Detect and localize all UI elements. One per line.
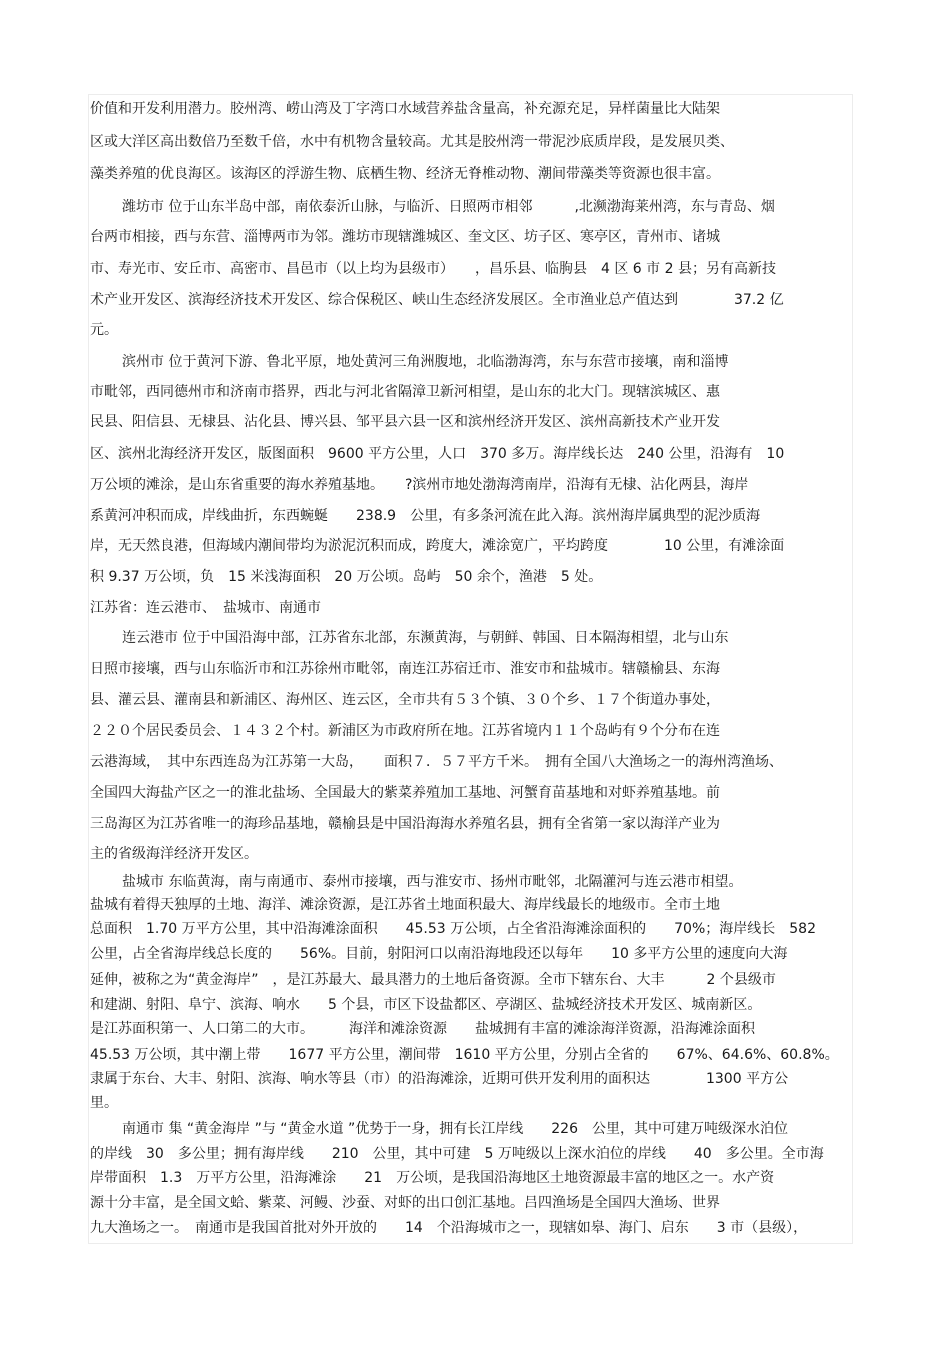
paragraph-yancheng: 盐城市 东临黄海，南与南通市、泰州市接壤，西与淮安市、扬州市毗邻，北隔灌河与连云港市相望。 [122,874,743,890]
text-line: 价值和开发利用潜力。胶州湾、崂山湾及丁字湾口水域营养盐含量高，补充源充足，异样菌量比大陆架 [90,101,720,117]
text-line: 隶属于东台、大丰、射阳、滨海、响水等县（市）的沿海滩涂，近期可供开发利用的面积达 1300 平方公 [90,1071,789,1087]
paragraph-weifang: 潍坊市 位于山东半岛中部，南依泰沂山脉，与临沂、日照两市相邻 ,北濒渤海莱州湾，东与青岛、烟 [122,199,775,215]
text-line: 区、滨州北海经济开发区，版图面积 9600 平方公里，人口 370 多万。海岸线长达 240 公里，沿海有 10 [90,446,785,462]
text-line: 三岛海区为江苏省唯一的海珍品基地，赣榆县是中国沿海海水养殖名县，拥有全省第一家以海洋产业为 [90,816,720,832]
paragraph-lianyungang: 连云港市 位于中国沿海中部，江苏省东北部，东濒黄海，与朝鲜、韩国、日本隔海相望，北与山东 [122,630,729,646]
paragraph-nantong: 南通市 集 “黄金海岸 ”与 “黄金水道 ”优势于一身，拥有长江岸线 226 公里，其中可建万吨级深水泊位 [122,1121,788,1137]
text-line: 延伸，被称之为“黄金海岸” ，是江苏最大、最具潜力的土地后备资源。全市下辖东台、大丰 2 个县级市 [90,972,776,988]
paragraph-binzhou: 滨州市 位于黄河下游、鲁北平原，地处黄河三角洲腹地，北临渤海湾，东与东营市接壤，南和淄博 [122,354,729,370]
text-line: 云港海域， 其中东西连岛为江苏第一大岛， 面积７．５７平方千米。 拥有全国八大渔场之一的海州湾渔场、 [90,754,783,770]
text-line: 日照市接壤，西与山东临沂市和江苏徐州市毗邻，南连江苏宿迁市、淮安市和盐城市。辖赣榆县、东海 [90,661,720,677]
text-line: 45.53 万公顷，其中潮上带 1677 平方公里，潮间带 1610 平方公里，分别占全省的 67%、64.6%、60.8%。 [90,1047,839,1063]
text-line: 和建湖、射阳、阜宁、滨海、响水 5 个县，市区下设盐都区、亭湖区、盐城经济技术开发区、城南新区。 [90,997,762,1013]
text-line: 岸，无天然良港，但海域内潮间带均为淤泥沉积而成，跨度大，滩涂宽广，平均跨度 10 公里，有滩涂面 [90,538,785,554]
text-line: 积 9.37 万公顷，负 15 米浅海面积 20 万公顷。岛屿 50 余个，渔港 5 处。 [90,569,603,585]
text-line: 源十分丰富，是全国文蛤、紫菜、河鳗、沙蚕、对虾的出口创汇基地。吕四渔场是全国四大渔场、世界 [90,1195,720,1211]
text-line: ２２０个居民委员会、１４３２个村。新浦区为市政府所在地。江苏省境内１１个岛屿有９个分布在连 [90,723,720,739]
text-line: 台两市相接，西与东营、淄博两市为邻。潍坊市现辖潍城区、奎文区、坊子区、寒亭区，青州市、诸城 [90,229,720,245]
text-line: 藻类养殖的优良海区。该海区的浮游生物、底栖生物、经济无脊椎动物、潮间带藻类等资源也很丰富。 [90,166,720,182]
text-line: 盐城有着得天独厚的土地、海洋、滩涂资源，是江苏省土地面积最大、海岸线最长的地级市。全市土地 [90,897,720,913]
text-line: 县、灌云县、灌南县和新浦区、海州区、连云区，全市共有５３个镇、３０个乡、１７个街道办事处， [90,692,720,708]
text-line: 系黄河冲积而成，岸线曲折，东西蜿蜒 238.9 公里，有多条河流在此入海。滨州海岸属典型的泥沙质海 [90,508,761,524]
section-heading-jiangsu: 江苏省：连云港市、 盐城市、南通市 [90,600,321,616]
text-line: 岸带面积 1.3 万平方公里，沿海滩涂 21 万公顷，是我国沿海地区土地资源最丰富的地区之一。水产资 [90,1170,775,1186]
text-line: 全国四大海盐产区之一的淮北盐场、全国最大的紫菜养殖加工基地、河蟹育苗基地和对虾养殖基地。前 [90,785,720,801]
text-line: 的岸线 30 多公里；拥有海岸线 210 公里，其中可建 5 万吨级以上深水泊位的岸线 40 多公里。全市海 [90,1146,824,1162]
text-line: 是江苏面积第一、人口第二的大市。 海洋和滩涂资源 盐城拥有丰富的滩涂海洋资源，沿海滩涂面积 [90,1021,755,1037]
text-line: 主的省级海洋经济开发区。 [90,846,258,862]
text-line: 里。 [90,1095,118,1111]
text-line: 万公顷的滩涂，是山东省重要的海水养殖基地。 ?滨州市地处渤海湾南岸，沿海有无棣、沾化两县，海岸 [90,477,749,493]
text-line: 总面积 1.70 万平方公里，其中沿海滩涂面积 45.53 万公顷，占全省沿海滩涂面积的 70%；海岸线长 582 [90,921,816,937]
text-line: 区或大洋区高出数倍乃至数千倍，水中有机物含量较高。尤其是胶州湾一带泥沙底质岸段，是发展贝类、 [90,134,734,150]
text-line: 元。 [90,322,118,338]
text-line: 九大渔场之一。 南通市是我国首批对外开放的 14 个沿海城市之一，现辖如皋、海门、启东 3 市（县级）， [90,1220,808,1236]
text-line: 术产业开发区、滨海经济技术开发区、综合保税区、峡山生态经济发展区。全市渔业总产值达到 37.2 亿 [90,292,784,308]
text-line: 民县、阳信县、无棣县、沾化县、博兴县、邹平县六县一区和滨州经济开发区、滨州高新技术产业开发 [90,414,720,430]
text-line: 市毗邻，西同德州市和济南市搭界，西北与河北省隔漳卫新河相望，是山东的北大门。现辖滨城区、惠 [90,384,720,400]
text-line: 市、寿光市、安丘市、高密市、昌邑市（以上均为县级市） ，昌乐县、临朐县 4 区 6 市 2 县；另有高新技 [90,261,776,277]
text-line: 公里，占全省海岸线总长度的 56%。目前，射阳河口以南沿海地段还以每年 10 多平方公里的速度向大海 [90,946,788,962]
